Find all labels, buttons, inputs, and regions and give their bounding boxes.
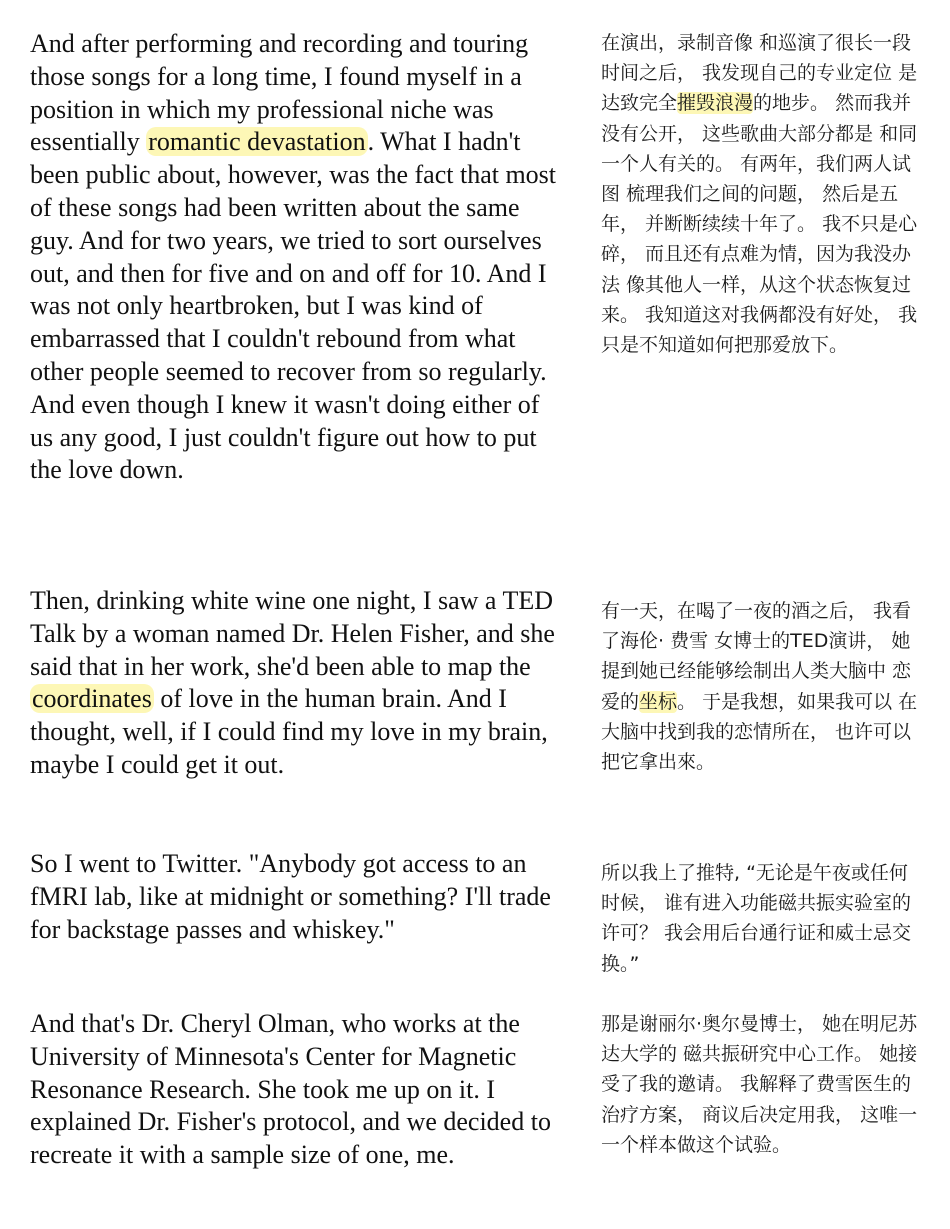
english-paragraph [30, 28, 565, 487]
paragraph-text: 有一天，在喝了一夜的酒之后， 我看了海伦· 费雪 女博士的TED演讲， 她提到她已经能够绘制出人类大脑中 恋爱的 [601, 600, 912, 713]
paragraph-text: of love in the human brain. And I thought, well, if I could find my love in my brain, maybe I could get it out. [30, 684, 548, 779]
highlighted-phrase[interactable]: romantic devastation [148, 127, 366, 157]
paragraph-text: 的地步。 然而我并没有公开， 这些歌曲大部分都是 和同一个人有关的。 有两年，我们两人试图 梳理我们之间的问题， 然后是五年， 并断断续续十年了。 我不只是心碎， 而且还有点难为情，因为我没办法 像其他人一样，从这个状态恢复过来。 我知道这对我俩都没有好处， 我只是不知道如何把那爱放下。 [601, 92, 918, 357]
paragraph-text: 所以我上了推特, “无论是午夜或任何时候， 谁有进入功能磁共振实验室的许可？ 我会用后台通行证和威士忌交换。” [601, 862, 912, 975]
paragraph-text: 。 于是我想，如果我可以 在大脑中找到我的恋情所在， 也许可以把它拿出來。 [601, 690, 918, 774]
english-paragraph [30, 848, 565, 946]
paragraph-text: 在演出，录制音像 和巡演了很长一段时间之后， 我发现自己的专业定位 是达致完全 [601, 32, 918, 115]
paragraph-text: 那是谢丽尔·奥尔曼博士， 她在明尼苏达大学的 磁共振研究中心工作。 她接受了我的邀请。 我解释了费雪医生的治疗方案， 商议后决定用我， 这唯一一个样本做这个试验。 [601, 1013, 918, 1156]
paragraph-text: And after performing and recording and touring those songs for a long time, I found myself in a position in which my professional niche was essentially [30, 29, 529, 157]
chinese-paragraph [601, 858, 921, 979]
highlighted-phrase[interactable]: 坐标 [639, 690, 678, 713]
english-paragraph [30, 1008, 565, 1172]
paragraph-text: And that's Dr. Cheryl Olman, who works at the University of Minnesota's Center for Magnetic Resonance Research. She took me up on it. I explained Dr. Fisher's protocol, and we decided to recreate it with a sample size of one, me. [30, 1009, 551, 1170]
chinese-paragraph [601, 1009, 921, 1160]
paragraph-text: . What I hadn't been public about, however, was the fact that most of these songs had been written about the same guy. And for two years, we tried to sort ourselves out, and then for five and on and off for 10. And I was not only heartbroken, but I was kind of embarrassed that I couldn't rebound from what other people seemed to recover from so regularly. And even though I knew it wasn't doing either of us any good, I just couldn't figure out how to put the love down. [30, 127, 557, 485]
paragraph-text: Then, drinking white wine one night, I saw a TED Talk by a woman named Dr. Helen Fisher, and she said that in her work, she'd been able to map the [30, 586, 555, 681]
chinese-paragraph [601, 596, 921, 777]
highlighted-phrase[interactable]: 摧毁浪漫 [677, 92, 754, 115]
english-paragraph [30, 585, 565, 782]
chinese-paragraph [601, 28, 921, 360]
paragraph-text: So I went to Twitter. "Anybody got access to an fMRI lab, like at midnight or something? I'll trade for backstage passes and whiskey." [30, 849, 551, 944]
highlighted-phrase[interactable]: coordinates [32, 684, 152, 714]
